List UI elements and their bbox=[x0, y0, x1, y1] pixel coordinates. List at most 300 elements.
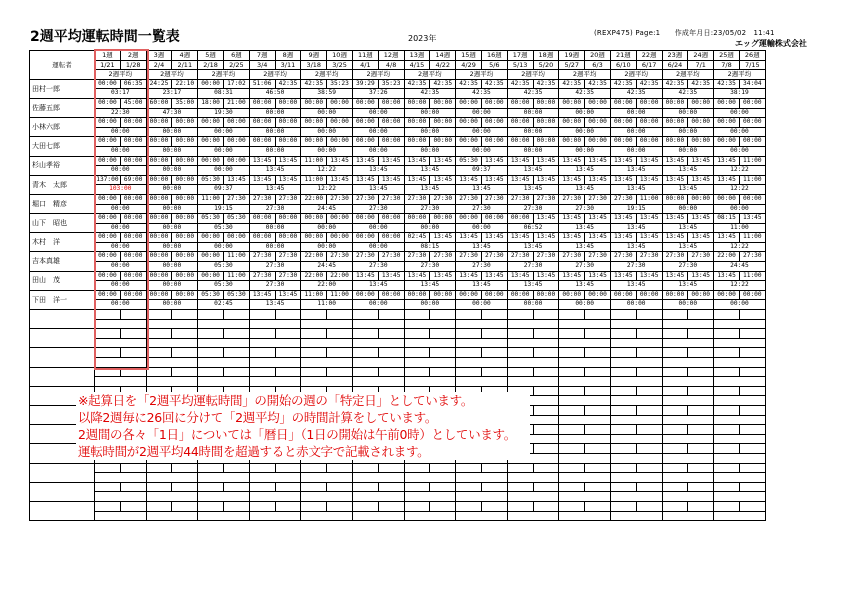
weekly-time: 00:00 bbox=[223, 137, 249, 147]
empty-cell bbox=[610, 482, 636, 492]
weekly-time: 13:45 bbox=[636, 156, 662, 166]
empty-cell bbox=[533, 367, 559, 377]
weekly-time: 13:45 bbox=[456, 271, 482, 281]
two-week-average: 00:00 bbox=[610, 108, 662, 118]
empty-cell bbox=[404, 358, 456, 368]
weekly-time: 13:45 bbox=[456, 175, 482, 185]
empty-cell bbox=[404, 348, 430, 358]
week-date: 5/27 bbox=[559, 60, 585, 70]
empty-cell bbox=[120, 329, 146, 339]
week-date: 3/11 bbox=[275, 60, 301, 70]
two-week-average: 27:30 bbox=[352, 262, 404, 272]
empty-cell bbox=[404, 338, 456, 348]
empty-cell bbox=[146, 463, 172, 473]
weekly-time: 00:00 bbox=[95, 137, 121, 147]
two-week-average: 00:00 bbox=[456, 108, 508, 118]
empty-cell bbox=[378, 367, 404, 377]
avg-header: 2週平均 bbox=[146, 70, 198, 80]
weekly-time: 00:00 bbox=[507, 290, 533, 300]
empty-cell bbox=[636, 348, 662, 358]
two-week-average: 13:45 bbox=[404, 185, 456, 195]
weekly-time: 35:23 bbox=[327, 79, 353, 89]
empty-cell bbox=[610, 444, 636, 454]
empty-cell bbox=[146, 482, 172, 492]
note-line: ※起算日を「2週平均運転時間」の開始の週の「特定日」としています。 bbox=[78, 393, 474, 408]
driver-name: 田村一郎 bbox=[30, 79, 95, 98]
empty-cell bbox=[95, 367, 121, 377]
weekly-time: 00:00 bbox=[352, 98, 378, 108]
weekly-time: 00:00 bbox=[456, 214, 482, 224]
weekly-time: 00:00 bbox=[714, 98, 740, 108]
weekly-time: 13:45 bbox=[352, 271, 378, 281]
empty-cell bbox=[352, 492, 404, 502]
weekly-time: 00:00 bbox=[95, 194, 121, 204]
empty-cell bbox=[610, 473, 662, 483]
weekly-time: 13:45 bbox=[585, 233, 611, 243]
weekly-time: 00:00 bbox=[120, 214, 146, 224]
weekly-time: 05:30 bbox=[223, 290, 249, 300]
empty-cell bbox=[610, 405, 636, 415]
weekly-time: 13:45 bbox=[404, 156, 430, 166]
empty-cell bbox=[559, 310, 585, 320]
empty-cell bbox=[120, 482, 146, 492]
two-week-average: 13:45 bbox=[559, 223, 611, 233]
empty-cell bbox=[610, 338, 662, 348]
two-week-average: 00:00 bbox=[456, 146, 508, 156]
two-week-average: 00:00 bbox=[662, 146, 714, 156]
weekly-time: 27:30 bbox=[249, 252, 275, 262]
two-week-average: 00:00 bbox=[146, 300, 198, 310]
empty-cell bbox=[249, 319, 301, 329]
two-week-average: 38:19 bbox=[714, 89, 766, 99]
weekly-time: 13:45 bbox=[404, 175, 430, 185]
empty-cell bbox=[585, 425, 611, 435]
empty-cell bbox=[95, 511, 147, 521]
page-title: 2週平均運転時間一覧表 bbox=[30, 29, 180, 45]
two-week-average: 103:00 bbox=[95, 185, 147, 195]
two-week-average: 27:30 bbox=[456, 204, 508, 214]
weekly-time: 42:35 bbox=[559, 79, 585, 89]
weekly-time: 00:00 bbox=[352, 233, 378, 243]
empty-cell bbox=[352, 501, 378, 511]
empty-cell bbox=[610, 453, 662, 463]
empty-cell bbox=[378, 329, 404, 339]
empty-row bbox=[30, 338, 766, 348]
date-header-row bbox=[30, 60, 766, 70]
empty-cell bbox=[249, 310, 275, 320]
empty-cell bbox=[714, 405, 740, 415]
empty-cell bbox=[610, 348, 636, 358]
weekly-time: 42:35 bbox=[585, 79, 611, 89]
two-week-average: 19:30 bbox=[198, 108, 250, 118]
weekly-time: 00:00 bbox=[352, 214, 378, 224]
empty-cell bbox=[249, 377, 301, 387]
weekly-time: 00:00 bbox=[456, 137, 482, 147]
weekly-time: 06:35 bbox=[120, 79, 146, 89]
two-week-average: 13:45 bbox=[404, 166, 456, 176]
empty-cell bbox=[507, 338, 559, 348]
empty-row bbox=[30, 348, 766, 358]
empty-cell bbox=[95, 473, 147, 483]
empty-cell bbox=[559, 415, 611, 425]
empty-cell bbox=[585, 482, 611, 492]
empty-cell bbox=[739, 444, 765, 454]
week-header: 8週 bbox=[275, 51, 301, 61]
weekly-time: 27:30 bbox=[585, 194, 611, 204]
weekly-time: 42:35 bbox=[430, 79, 456, 89]
weekly-time: 27:30 bbox=[688, 252, 714, 262]
two-week-average: 00:00 bbox=[456, 223, 508, 233]
empty-cell bbox=[430, 348, 456, 358]
two-week-average: 00:00 bbox=[95, 242, 147, 252]
weekly-time: 00:00 bbox=[688, 290, 714, 300]
driver-weekly-row bbox=[30, 98, 766, 108]
empty-cell bbox=[30, 463, 95, 482]
week-header: 16週 bbox=[481, 51, 507, 61]
empty-cell bbox=[662, 310, 688, 320]
two-week-average: 05:30 bbox=[198, 262, 250, 272]
empty-cell bbox=[688, 501, 714, 511]
weekly-time: 27:30 bbox=[610, 252, 636, 262]
empty-cell bbox=[456, 511, 508, 521]
empty-cell bbox=[456, 367, 482, 377]
empty-cell bbox=[301, 367, 327, 377]
weekly-time: 00:00 bbox=[95, 290, 121, 300]
empty-cell bbox=[662, 434, 714, 444]
driver-name: 田山 茂 bbox=[30, 271, 95, 290]
empty-cell bbox=[714, 367, 740, 377]
weekly-time: 00:00 bbox=[172, 290, 198, 300]
driver-name: 小林六郎 bbox=[30, 118, 95, 137]
two-week-average: 00:00 bbox=[559, 300, 611, 310]
weekly-time: 00:00 bbox=[172, 271, 198, 281]
two-week-average: 00:00 bbox=[198, 242, 250, 252]
weekly-time: 13:45 bbox=[533, 214, 559, 224]
weekly-time: 00:00 bbox=[95, 252, 121, 262]
empty-cell bbox=[585, 405, 611, 415]
empty-cell bbox=[146, 367, 172, 377]
empty-cell bbox=[610, 329, 636, 339]
weekly-time: 13:45 bbox=[249, 290, 275, 300]
weekly-time: 00:00 bbox=[146, 137, 172, 147]
weekly-time: 13:45 bbox=[533, 175, 559, 185]
two-week-average: 13:45 bbox=[662, 185, 714, 195]
empty-cell bbox=[404, 310, 430, 320]
empty-cell bbox=[636, 425, 662, 435]
week-header: 9週 bbox=[301, 51, 327, 61]
notes-box bbox=[76, 392, 530, 460]
empty-cell bbox=[404, 492, 456, 502]
weekly-time: 00:00 bbox=[223, 156, 249, 166]
two-week-average: 19:15 bbox=[198, 204, 250, 214]
two-week-average: 42:35 bbox=[662, 89, 714, 99]
empty-cell bbox=[636, 386, 662, 396]
empty-cell bbox=[172, 367, 198, 377]
weekly-time: 13:45 bbox=[327, 175, 353, 185]
week-date: 6/24 bbox=[662, 60, 688, 70]
empty-cell bbox=[327, 329, 353, 339]
empty-row bbox=[30, 473, 766, 483]
empty-cell bbox=[456, 463, 482, 473]
empty-cell bbox=[533, 425, 559, 435]
weekly-time: 27:30 bbox=[456, 194, 482, 204]
driver-name: 堀口 精彦 bbox=[30, 194, 95, 213]
weekly-time: 42:35 bbox=[714, 79, 740, 89]
weekly-time: 13:45 bbox=[481, 233, 507, 243]
empty-cell bbox=[714, 501, 740, 511]
empty-row bbox=[30, 511, 766, 521]
empty-cell bbox=[714, 386, 740, 396]
empty-row bbox=[30, 358, 766, 368]
two-week-average: 12:22 bbox=[301, 166, 353, 176]
weekly-time: 00:00 bbox=[662, 98, 688, 108]
weekly-time: 00:00 bbox=[146, 271, 172, 281]
weekly-time: 00:00 bbox=[352, 118, 378, 128]
weekly-time: 00:00 bbox=[533, 290, 559, 300]
empty-cell bbox=[507, 463, 533, 473]
empty-cell bbox=[610, 511, 662, 521]
week-header: 22週 bbox=[636, 51, 662, 61]
two-week-average: 08:15 bbox=[404, 242, 456, 252]
empty-cell bbox=[456, 348, 482, 358]
empty-cell bbox=[662, 425, 688, 435]
driver-average-row bbox=[30, 242, 766, 252]
empty-cell bbox=[636, 463, 662, 473]
weekly-time: 13:45 bbox=[636, 271, 662, 281]
weekly-time: 27:30 bbox=[327, 194, 353, 204]
empty-cell bbox=[430, 310, 456, 320]
two-week-average: 00:00 bbox=[301, 127, 353, 137]
weekly-time: 00:00 bbox=[275, 214, 301, 224]
weekly-time: 00:00 bbox=[456, 290, 482, 300]
two-week-average: 00:00 bbox=[559, 108, 611, 118]
week-header: 6週 bbox=[223, 51, 249, 61]
empty-cell bbox=[481, 310, 507, 320]
empty-cell bbox=[714, 358, 766, 368]
two-week-average: 13:45 bbox=[559, 242, 611, 252]
weekly-time: 00:00 bbox=[172, 214, 198, 224]
weekly-time: 27:30 bbox=[378, 252, 404, 262]
weekly-time: 21:00 bbox=[223, 98, 249, 108]
weekly-time: 05:30 bbox=[198, 214, 224, 224]
empty-cell bbox=[688, 310, 714, 320]
two-week-average: 00:00 bbox=[249, 127, 301, 137]
weekly-time: 13:45 bbox=[688, 233, 714, 243]
two-week-average: 23:17 bbox=[146, 89, 198, 99]
weekly-time: 22:00 bbox=[714, 252, 740, 262]
weekly-time: 00:00 bbox=[610, 137, 636, 147]
empty-cell bbox=[430, 501, 456, 511]
two-week-average: 00:00 bbox=[95, 300, 147, 310]
weekly-time: 00:00 bbox=[456, 98, 482, 108]
driver-weekly-row bbox=[30, 118, 766, 128]
empty-cell bbox=[301, 492, 353, 502]
two-week-average: 00:00 bbox=[301, 146, 353, 156]
weekly-time: 42:35 bbox=[275, 79, 301, 89]
weekly-time: 00:00 bbox=[404, 118, 430, 128]
two-week-average: 00:00 bbox=[95, 204, 147, 214]
avg-header: 2週平均 bbox=[662, 70, 714, 80]
avg-header: 2週平均 bbox=[352, 70, 404, 80]
weekly-time: 27:30 bbox=[275, 252, 301, 262]
empty-cell bbox=[688, 444, 714, 454]
empty-cell bbox=[559, 348, 585, 358]
two-week-average: 11:00 bbox=[301, 300, 353, 310]
week-date: 4/8 bbox=[378, 60, 404, 70]
empty-cell bbox=[249, 482, 275, 492]
two-week-average: 00:00 bbox=[146, 127, 198, 137]
empty-cell bbox=[662, 386, 688, 396]
empty-cell bbox=[507, 310, 533, 320]
empty-cell bbox=[662, 463, 688, 473]
two-week-average: 13:45 bbox=[249, 300, 301, 310]
two-week-average: 00:00 bbox=[95, 146, 147, 156]
two-week-average: 00:00 bbox=[352, 127, 404, 137]
weekly-time: 00:00 bbox=[172, 194, 198, 204]
weekly-time: 27:30 bbox=[327, 252, 353, 262]
empty-cell bbox=[404, 367, 430, 377]
driver-average-row bbox=[30, 223, 766, 233]
weekly-time: 00:00 bbox=[249, 98, 275, 108]
weekly-time: 00:00 bbox=[275, 137, 301, 147]
weekly-time: 13:45 bbox=[662, 175, 688, 185]
driver-average-row bbox=[30, 262, 766, 272]
two-week-average: 27:30 bbox=[507, 204, 559, 214]
two-week-average: 00:00 bbox=[714, 204, 766, 214]
empty-cell bbox=[739, 310, 765, 320]
empty-cell bbox=[301, 482, 327, 492]
empty-cell bbox=[146, 310, 172, 320]
weekly-time: 00:00 bbox=[120, 194, 146, 204]
weekly-time: 00:00 bbox=[636, 118, 662, 128]
empty-cell bbox=[507, 473, 559, 483]
weekly-time: 00:00 bbox=[688, 194, 714, 204]
avg-header: 2週平均 bbox=[198, 70, 250, 80]
weekly-time: 00:00 bbox=[636, 98, 662, 108]
weekly-time: 00:00 bbox=[146, 175, 172, 185]
two-week-average: 13:45 bbox=[610, 185, 662, 195]
weekly-time: 00:00 bbox=[223, 118, 249, 128]
empty-cell bbox=[533, 348, 559, 358]
week-header: 15週 bbox=[456, 51, 482, 61]
two-week-average: 00:00 bbox=[301, 242, 353, 252]
empty-cell bbox=[172, 329, 198, 339]
empty-cell bbox=[275, 463, 301, 473]
two-week-average: 27:30 bbox=[456, 262, 508, 272]
weekly-time: 00:00 bbox=[430, 214, 456, 224]
empty-cell bbox=[533, 405, 559, 415]
driver-name: 佐藤五郎 bbox=[30, 98, 95, 117]
empty-cell bbox=[249, 329, 275, 339]
driver-weekly-row bbox=[30, 137, 766, 147]
week-date: 3/25 bbox=[327, 60, 353, 70]
two-week-average: 00:00 bbox=[198, 127, 250, 137]
empty-cell bbox=[610, 358, 662, 368]
empty-cell bbox=[172, 310, 198, 320]
empty-cell bbox=[714, 338, 766, 348]
two-week-average: 37:26 bbox=[352, 89, 404, 99]
week-header: 18週 bbox=[533, 51, 559, 61]
driver-average-row bbox=[30, 300, 766, 310]
weekly-time: 00:00 bbox=[533, 137, 559, 147]
empty-cell bbox=[301, 377, 353, 387]
two-week-average: 00:00 bbox=[249, 242, 301, 252]
two-week-average: 13:45 bbox=[559, 166, 611, 176]
empty-cell bbox=[352, 367, 378, 377]
weekly-time: 27:30 bbox=[404, 252, 430, 262]
weekly-time: 42:35 bbox=[636, 79, 662, 89]
two-week-average: 13:45 bbox=[610, 223, 662, 233]
two-week-average: 27:30 bbox=[559, 204, 611, 214]
weekly-time: 00:00 bbox=[352, 290, 378, 300]
two-week-average: 00:00 bbox=[507, 108, 559, 118]
empty-cell bbox=[301, 511, 353, 521]
weekly-time: 11:00 bbox=[223, 252, 249, 262]
two-week-average: 03:17 bbox=[95, 89, 147, 99]
two-week-average: 09:37 bbox=[456, 166, 508, 176]
empty-cell bbox=[481, 463, 507, 473]
weekly-time: 00:00 bbox=[198, 156, 224, 166]
empty-cell bbox=[714, 310, 740, 320]
empty-cell bbox=[95, 358, 147, 368]
driver-average-row bbox=[30, 185, 766, 195]
weekly-time: 13:45 bbox=[559, 271, 585, 281]
two-week-average: 00:00 bbox=[610, 300, 662, 310]
weekly-time: 13:45 bbox=[688, 156, 714, 166]
weekly-time: 00:00 bbox=[507, 214, 533, 224]
two-week-average: 13:45 bbox=[662, 242, 714, 252]
empty-cell bbox=[714, 415, 766, 425]
weekly-time: 00:00 bbox=[404, 137, 430, 147]
two-week-average: 00:00 bbox=[95, 262, 147, 272]
weekly-time: 42:35 bbox=[456, 79, 482, 89]
two-week-average: 00:00 bbox=[352, 108, 404, 118]
weekly-time: 13:45 bbox=[636, 214, 662, 224]
weekly-time: 00:00 bbox=[120, 252, 146, 262]
week-date: 2/18 bbox=[198, 60, 224, 70]
two-week-average: 00:00 bbox=[352, 242, 404, 252]
two-week-average: 00:00 bbox=[198, 166, 250, 176]
two-week-average: 00:00 bbox=[559, 146, 611, 156]
weekly-time: 00:00 bbox=[662, 137, 688, 147]
empty-row bbox=[30, 367, 766, 377]
empty-cell bbox=[327, 501, 353, 511]
week-date: 4/15 bbox=[404, 60, 430, 70]
empty-cell bbox=[404, 473, 456, 483]
week-date: 1/28 bbox=[120, 60, 146, 70]
week-header: 24週 bbox=[688, 51, 714, 61]
weekly-time: 17:02 bbox=[223, 79, 249, 89]
empty-cell bbox=[198, 338, 250, 348]
weekly-time: 05:30 bbox=[198, 290, 224, 300]
empty-cell bbox=[662, 367, 688, 377]
two-week-average: 00:00 bbox=[146, 281, 198, 291]
empty-row bbox=[30, 492, 766, 502]
empty-cell bbox=[481, 367, 507, 377]
weekly-time: 13:45 bbox=[249, 175, 275, 185]
weekly-time: 27:30 bbox=[481, 252, 507, 262]
weekly-time: 00:00 bbox=[352, 137, 378, 147]
weekly-time: 13:45 bbox=[714, 175, 740, 185]
weekly-time: 11:00 bbox=[739, 233, 765, 243]
empty-cell bbox=[301, 329, 327, 339]
week-header: 10週 bbox=[327, 51, 353, 61]
weekly-time: 00:00 bbox=[378, 98, 404, 108]
weekly-time: 00:00 bbox=[714, 194, 740, 204]
empty-cell bbox=[249, 473, 301, 483]
empty-cell bbox=[430, 482, 456, 492]
empty-cell bbox=[456, 501, 482, 511]
